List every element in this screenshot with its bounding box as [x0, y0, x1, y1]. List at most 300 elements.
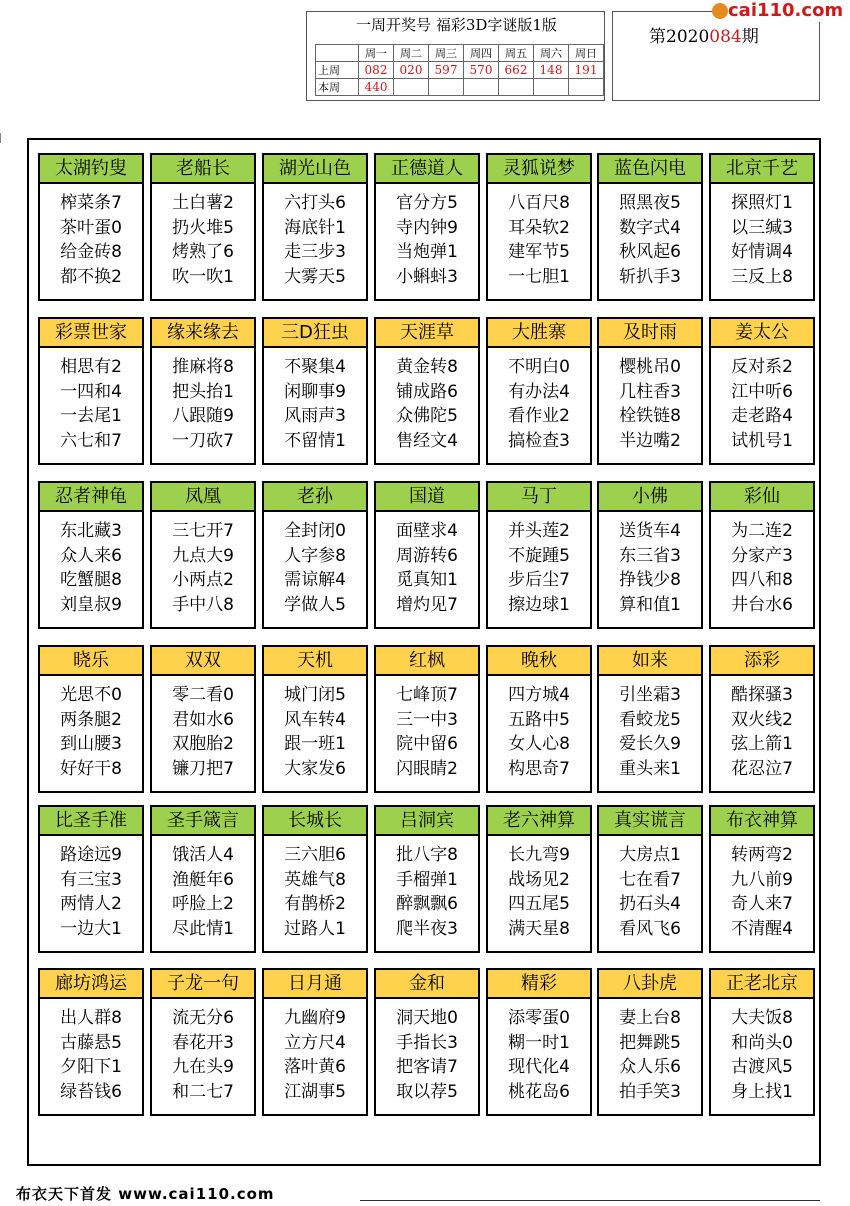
- riddle-line: 不明白0: [508, 357, 570, 377]
- riddle-card-body: [376, 683, 478, 781]
- riddle-card: [38, 968, 144, 1116]
- riddle-card: [374, 968, 480, 1116]
- riddle-line: 土白薯2: [172, 193, 234, 213]
- riddle-card: [486, 481, 592, 629]
- riddle-line: 古藤悬5: [60, 1032, 122, 1053]
- riddle-line: 九八前9: [731, 869, 793, 890]
- riddle-card: [374, 645, 480, 793]
- riddle-card-title: 圣手箴言: [150, 805, 256, 836]
- result-cell: [499, 79, 534, 96]
- riddle-line: 重头来1: [619, 758, 681, 779]
- riddle-line: 英雄气8: [284, 869, 346, 890]
- riddle-card-body: [488, 355, 590, 453]
- riddle-card-title: 太湖钓叟: [38, 153, 144, 184]
- riddle-line: 流无分6: [172, 1008, 234, 1028]
- riddle-line: 古渡风5: [731, 1057, 793, 1077]
- riddle-line: 风车转4: [284, 709, 346, 730]
- riddle-card: [709, 805, 815, 953]
- riddle-card: [486, 968, 592, 1116]
- riddle-card: [38, 153, 144, 301]
- result-cell: 020: [394, 62, 429, 79]
- riddle-card: [262, 805, 368, 953]
- riddle-card-body: [711, 1006, 813, 1104]
- riddle-line: 桃花岛6: [508, 1081, 570, 1102]
- riddle-line: 六打头6: [284, 193, 346, 213]
- riddle-line: 九点大9: [172, 545, 234, 566]
- draw-results-table: [315, 44, 604, 96]
- riddle-card: [374, 481, 480, 629]
- riddle-line: 走三步3: [284, 242, 346, 262]
- riddle-line: 妻上台8: [619, 1008, 681, 1028]
- riddle-card: [150, 645, 256, 793]
- riddle-card-title: 老六神算: [486, 805, 592, 836]
- riddle-card: [150, 805, 256, 953]
- riddle-line: 众佛陀5: [396, 406, 458, 426]
- riddle-line: 分家产3: [731, 545, 793, 566]
- riddle-card: [597, 968, 703, 1116]
- riddle-line: 增灼见7: [396, 594, 458, 615]
- riddle-line: 八跟随9: [172, 406, 234, 426]
- riddle-card-body: [152, 843, 254, 941]
- riddle-line: 拍手笑3: [619, 1081, 681, 1102]
- riddle-line: 九在头9: [172, 1057, 234, 1077]
- riddle-line: 刘皇叔9: [60, 594, 122, 615]
- this-week-label: 本周: [316, 79, 359, 96]
- riddle-line: 小两点2: [172, 570, 234, 590]
- riddle-card-title: 蓝色闪电: [597, 153, 703, 184]
- riddle-line: 奇人来7: [731, 894, 793, 914]
- riddle-line: 看风飞6: [619, 918, 681, 939]
- riddle-line: 榨菜条7: [60, 193, 122, 213]
- riddle-line: 栓铁链8: [619, 406, 681, 426]
- riddle-card-title: 晚秋: [486, 645, 592, 676]
- riddle-card: [150, 317, 256, 465]
- riddle-card-body: [40, 843, 142, 941]
- riddle-card-body: [264, 843, 366, 941]
- riddle-card-body: [40, 1006, 142, 1104]
- riddle-line: 看作业2: [508, 406, 570, 426]
- riddle-card-body: [264, 191, 366, 289]
- riddle-line: 三一中3: [396, 709, 458, 730]
- riddle-line: 渔艇年6: [172, 869, 234, 890]
- riddle-line: 都不换2: [60, 266, 122, 287]
- riddle-card-body: [40, 355, 142, 453]
- riddle-line: 醉飘飘6: [396, 894, 458, 914]
- riddle-card: [709, 153, 815, 301]
- riddle-line: 光思不0: [60, 685, 122, 705]
- riddle-line: 小蝌蚪3: [396, 266, 458, 287]
- issue-suffix: 期: [741, 27, 759, 47]
- riddle-line: 不旋踵5: [508, 545, 570, 566]
- riddle-card: [262, 968, 368, 1116]
- frame-edge: [0, 133, 4, 143]
- riddle-card: [374, 153, 480, 301]
- riddle-card-body: [711, 191, 813, 289]
- riddle-card-title: 真实谎言: [597, 805, 703, 836]
- riddle-line: 井台水6: [731, 594, 793, 615]
- riddle-line: 秋风起6: [619, 242, 681, 262]
- riddle-card-body: [376, 843, 478, 941]
- riddle-card-title: 正德道人: [374, 153, 480, 184]
- riddle-card: [38, 317, 144, 465]
- riddle-line: 五路中5: [508, 709, 570, 730]
- riddle-line: 东北藏3: [60, 521, 122, 541]
- riddle-line: 风雨声3: [284, 406, 346, 426]
- riddle-line: 大房点1: [619, 845, 681, 865]
- riddle-card-title: 双双: [150, 645, 256, 676]
- riddle-card-title: 八卦虎: [597, 968, 703, 999]
- riddle-card-title: 比圣手准: [38, 805, 144, 836]
- riddle-line: 试机号1: [731, 430, 793, 451]
- riddle-line: 尽此情1: [172, 918, 234, 939]
- riddle-line: 以三缄3: [731, 217, 793, 238]
- riddle-line: 全封闭0: [284, 521, 346, 541]
- riddle-card: [597, 805, 703, 953]
- riddle-line: 城门闭5: [284, 685, 346, 705]
- riddle-card-title: 天机: [262, 645, 368, 676]
- riddle-line: 几柱香3: [619, 381, 681, 402]
- riddle-line: 黄金转8: [396, 357, 458, 377]
- result-cell: 570: [464, 62, 499, 79]
- riddle-card-title: 长城长: [262, 805, 368, 836]
- riddle-line: 六七和7: [60, 430, 122, 451]
- riddle-line: 酷探骚3: [731, 685, 793, 705]
- riddle-line: 一刀砍7: [172, 430, 234, 451]
- riddle-line: 并头莲2: [508, 521, 570, 541]
- riddle-line: 众人乐6: [619, 1057, 681, 1077]
- weekday-cell: 周二: [394, 45, 429, 62]
- issue-box: [612, 11, 820, 101]
- riddle-line: 引坐霜3: [619, 685, 681, 705]
- weekday-cell: 周三: [429, 45, 464, 62]
- riddle-line: 现代化4: [508, 1057, 570, 1077]
- riddle-card-title: 缘来缘去: [150, 317, 256, 348]
- riddle-card-title: 日月通: [262, 968, 368, 999]
- riddle-card: [486, 317, 592, 465]
- result-cell: [429, 79, 464, 96]
- riddle-line: 转两弯2: [731, 845, 793, 865]
- riddle-line: 学做人5: [284, 594, 346, 615]
- riddle-card: [709, 481, 815, 629]
- riddle-card-title: 晓乐: [38, 645, 144, 676]
- riddle-line: 八百尺8: [508, 193, 570, 213]
- result-cell: 597: [429, 62, 464, 79]
- weekday-row: [316, 45, 604, 62]
- riddle-card-body: [488, 843, 590, 941]
- riddle-card-title: 姜太公: [709, 317, 815, 348]
- riddle-card-title: 布衣神算: [709, 805, 815, 836]
- riddle-line: 江湖事5: [284, 1081, 346, 1102]
- riddle-line: 烤熟了6: [172, 242, 234, 262]
- riddle-card-body: [711, 683, 813, 781]
- riddle-card-body: [264, 355, 366, 453]
- riddle-line: 添零蛋0: [508, 1008, 570, 1028]
- riddle-line: 过路人1: [284, 918, 346, 939]
- riddle-line: 吃蟹腿8: [60, 570, 122, 590]
- riddle-line: 四方城4: [508, 685, 570, 705]
- weekday-cell: 周六: [534, 45, 569, 62]
- riddle-card: [709, 968, 815, 1116]
- riddle-card: [709, 645, 815, 793]
- riddle-line: 走老路4: [731, 406, 793, 426]
- riddle-line: 搞检查3: [508, 430, 570, 451]
- riddle-card-body: [376, 191, 478, 289]
- riddle-line: 数字式4: [619, 217, 681, 238]
- result-cell: [569, 79, 604, 96]
- riddle-card-title: 天涯草: [374, 317, 480, 348]
- riddle-line: 绿苔钱6: [60, 1081, 122, 1102]
- result-cell: 191: [569, 62, 604, 79]
- riddle-line: 路途远9: [60, 845, 122, 865]
- weekday-cell: 周五: [499, 45, 534, 62]
- riddle-line: 寺内钟9: [396, 217, 458, 238]
- riddle-line: 把客请7: [396, 1057, 458, 1077]
- riddle-card-body: [40, 191, 142, 289]
- riddle-line: 周游转6: [396, 545, 458, 566]
- riddle-line: 反对系2: [731, 357, 793, 377]
- riddle-line: 洞天地0: [396, 1008, 458, 1028]
- riddle-line: 战场见2: [508, 869, 570, 890]
- riddle-card-body: [599, 843, 701, 941]
- riddle-line: 好好干8: [60, 758, 122, 779]
- draw-results-box: [306, 11, 605, 101]
- riddle-card-title: 国道: [374, 481, 480, 512]
- riddle-card: [597, 645, 703, 793]
- riddle-line: 海底针1: [284, 217, 346, 238]
- result-cell: 662: [499, 62, 534, 79]
- riddle-line: 江中听6: [731, 381, 793, 402]
- riddle-line: 满天星8: [508, 918, 570, 939]
- riddle-line: 手榴弹1: [396, 869, 458, 890]
- riddle-line: 爱长久9: [619, 734, 681, 754]
- riddle-card-title: 凤凰: [150, 481, 256, 512]
- riddle-line: 有办法4: [508, 381, 570, 402]
- riddle-line: 人字参8: [284, 545, 346, 566]
- riddle-line: 当炮弹1: [396, 242, 458, 262]
- riddle-line: 四五尾5: [508, 894, 570, 914]
- corner-cell: [316, 45, 359, 62]
- riddle-card-title: 如来: [597, 645, 703, 676]
- riddle-card-body: [711, 519, 813, 617]
- riddle-line: 有三宝3: [60, 869, 122, 890]
- riddle-card-title: 老孙: [262, 481, 368, 512]
- riddle-card: [38, 481, 144, 629]
- weekday-cell: 周四: [464, 45, 499, 62]
- riddle-line: 一边大1: [60, 918, 122, 939]
- riddle-card: [486, 153, 592, 301]
- riddle-line: 步后尘7: [508, 570, 570, 590]
- riddle-line: 取以荐5: [396, 1081, 458, 1102]
- riddle-line: 到山腰3: [60, 734, 122, 754]
- riddle-line: 不留情1: [284, 430, 346, 451]
- riddle-line: 手指长3: [396, 1032, 458, 1053]
- riddle-line: 春花开3: [172, 1032, 234, 1053]
- riddle-line: 君如水6: [172, 709, 234, 730]
- riddle-line: 一去尾1: [60, 406, 122, 426]
- riddle-card-title: 及时雨: [597, 317, 703, 348]
- riddle-line: 长九弯9: [508, 845, 570, 865]
- footer-credit: 布衣天下首发 www.cai110.com: [16, 1185, 275, 1203]
- riddle-line: 把舞跳5: [619, 1032, 681, 1053]
- footer-divider: [360, 1200, 820, 1201]
- riddle-line: 铺成路6: [396, 381, 458, 402]
- riddle-card-body: [152, 1006, 254, 1104]
- riddle-line: 樱桃吊0: [619, 357, 681, 377]
- riddle-card: [709, 317, 815, 465]
- riddle-line: 不清醒4: [731, 918, 793, 939]
- riddle-line: 为二连2: [731, 521, 793, 541]
- riddle-line: 好情调4: [731, 242, 793, 262]
- riddle-line: 镰刀把7: [172, 758, 234, 779]
- riddle-line: 一七胆1: [508, 266, 570, 287]
- riddle-line: 茶叶蛋0: [60, 217, 122, 238]
- issue-number: 084: [709, 27, 742, 47]
- riddle-line: 探照灯1: [731, 193, 793, 213]
- riddle-line: 糊一时1: [508, 1032, 570, 1053]
- riddle-line: 算和值1: [619, 594, 681, 615]
- riddle-card-title: 添彩: [709, 645, 815, 676]
- weekday-cell: 周一: [359, 45, 394, 62]
- riddle-card-body: [376, 355, 478, 453]
- riddle-card: [597, 317, 703, 465]
- riddle-line: 闪眼睛2: [396, 758, 458, 779]
- riddle-line: 挣钱少8: [619, 570, 681, 590]
- riddle-card: [150, 153, 256, 301]
- riddle-card: [597, 481, 703, 629]
- riddle-line: 官分方5: [396, 193, 458, 213]
- riddle-card-body: [599, 1006, 701, 1104]
- riddle-line: 弦上箭1: [731, 734, 793, 754]
- riddle-line: 吹一吹1: [172, 266, 234, 287]
- riddle-line: 把头抬1: [172, 381, 234, 402]
- riddle-line: 推麻将8: [172, 357, 234, 377]
- riddle-card-title: 正老北京: [709, 968, 815, 999]
- riddle-card-title: 忍者神龟: [38, 481, 144, 512]
- riddle-card-body: [264, 1006, 366, 1104]
- riddle-line: 面壁求4: [396, 521, 458, 541]
- riddle-line: 出人群8: [60, 1008, 122, 1028]
- riddle-card-body: [152, 519, 254, 617]
- riddle-line: 花忍泣7: [731, 758, 793, 779]
- riddle-card-title: 精彩: [486, 968, 592, 999]
- riddle-card: [38, 805, 144, 953]
- riddle-card-title: 子龙一句: [150, 968, 256, 999]
- riddle-card: [262, 481, 368, 629]
- riddle-card-title: 彩票世家: [38, 317, 144, 348]
- riddle-line: 售经文4: [396, 430, 458, 451]
- riddle-line: 不聚集4: [284, 357, 346, 377]
- riddle-line: 看蛟龙5: [619, 709, 681, 730]
- result-cell: [464, 79, 499, 96]
- riddle-line: 送货车4: [619, 521, 681, 541]
- riddle-line: 饿活人4: [172, 845, 234, 865]
- weekday-cell: 周日: [569, 45, 604, 62]
- riddle-line: 大雾天5: [284, 266, 346, 287]
- result-cell: 082: [359, 62, 394, 79]
- riddle-card-title: 湖光山色: [262, 153, 368, 184]
- riddle-card-title: 马丁: [486, 481, 592, 512]
- riddle-card-title: 大胜寨: [486, 317, 592, 348]
- riddle-card-body: [152, 191, 254, 289]
- result-cell: [534, 79, 569, 96]
- riddle-card-title: 吕洞宾: [374, 805, 480, 836]
- riddle-card-body: [152, 355, 254, 453]
- riddle-line: 相思有2: [60, 357, 122, 377]
- riddle-card-body: [711, 355, 813, 453]
- riddle-card-body: [488, 683, 590, 781]
- riddle-line: 一四和4: [60, 381, 122, 402]
- riddle-card-body: [488, 191, 590, 289]
- riddle-line: 爬半夜3: [396, 918, 458, 939]
- riddle-line: 三七开7: [172, 521, 234, 541]
- riddle-line: 七峰顶7: [396, 685, 458, 705]
- riddle-card: [150, 481, 256, 629]
- riddle-card-title: 小佛: [597, 481, 703, 512]
- riddle-card: [597, 153, 703, 301]
- riddle-line: 构思奇7: [508, 758, 570, 779]
- riddle-card-body: [599, 191, 701, 289]
- this-week-row: [316, 79, 604, 96]
- riddle-card-title: 三D狂虫: [262, 317, 368, 348]
- riddle-card-body: [711, 843, 813, 941]
- riddle-line: 四八和8: [731, 570, 793, 590]
- riddle-line: 耳朵软2: [508, 217, 570, 238]
- riddle-line: 立方尺4: [284, 1032, 346, 1053]
- riddle-card: [262, 645, 368, 793]
- riddle-line: 扔石头4: [619, 894, 681, 914]
- riddle-card: [374, 805, 480, 953]
- riddle-line: 需谅解4: [284, 570, 346, 590]
- riddle-line: 双胞胎2: [172, 734, 234, 754]
- riddle-card-title: 红枫: [374, 645, 480, 676]
- riddle-card-body: [488, 1006, 590, 1104]
- riddle-card-body: [264, 683, 366, 781]
- riddle-card: [374, 317, 480, 465]
- riddle-card: [486, 645, 592, 793]
- last-week-row: [316, 62, 604, 79]
- riddle-card-title: 灵狐说梦: [486, 153, 592, 184]
- site-logo[interactable]: cai110.com: [728, 0, 844, 21]
- riddle-card: [150, 968, 256, 1116]
- issue-prefix: 第2020: [649, 27, 710, 47]
- result-cell: 148: [534, 62, 569, 79]
- riddle-line: 众人来6: [60, 545, 122, 566]
- riddle-line: 呼脸上2: [172, 894, 234, 914]
- riddle-line: 和尚头0: [731, 1032, 793, 1053]
- riddle-line: 七在看7: [619, 869, 681, 890]
- riddle-card-body: [599, 355, 701, 453]
- riddle-line: 闲聊事9: [284, 381, 346, 402]
- riddle-line: 大夫饭8: [731, 1008, 793, 1028]
- riddle-line: 跟一班1: [284, 734, 346, 754]
- riddle-line: 觅真知1: [396, 570, 458, 590]
- riddle-card: [486, 805, 592, 953]
- riddle-line: 照黑夜5: [619, 193, 681, 213]
- riddle-line: 批八字8: [396, 845, 458, 865]
- riddle-line: 两条腿2: [60, 709, 122, 730]
- riddle-card-body: [599, 519, 701, 617]
- riddle-card-title: 北京千艺: [709, 153, 815, 184]
- riddle-line: 手中八8: [172, 594, 234, 615]
- draw-results-title: 一周开奖号 福彩3D字谜版1版: [356, 16, 557, 34]
- riddle-line: 落叶黄6: [284, 1057, 346, 1077]
- riddle-card-title: 彩仙: [709, 481, 815, 512]
- riddle-line: 给金砖8: [60, 242, 122, 262]
- riddle-line: 夕阳下1: [60, 1057, 122, 1077]
- riddle-line: 两情人2: [60, 894, 122, 914]
- riddle-card: [262, 153, 368, 301]
- issue-label: [649, 22, 759, 47]
